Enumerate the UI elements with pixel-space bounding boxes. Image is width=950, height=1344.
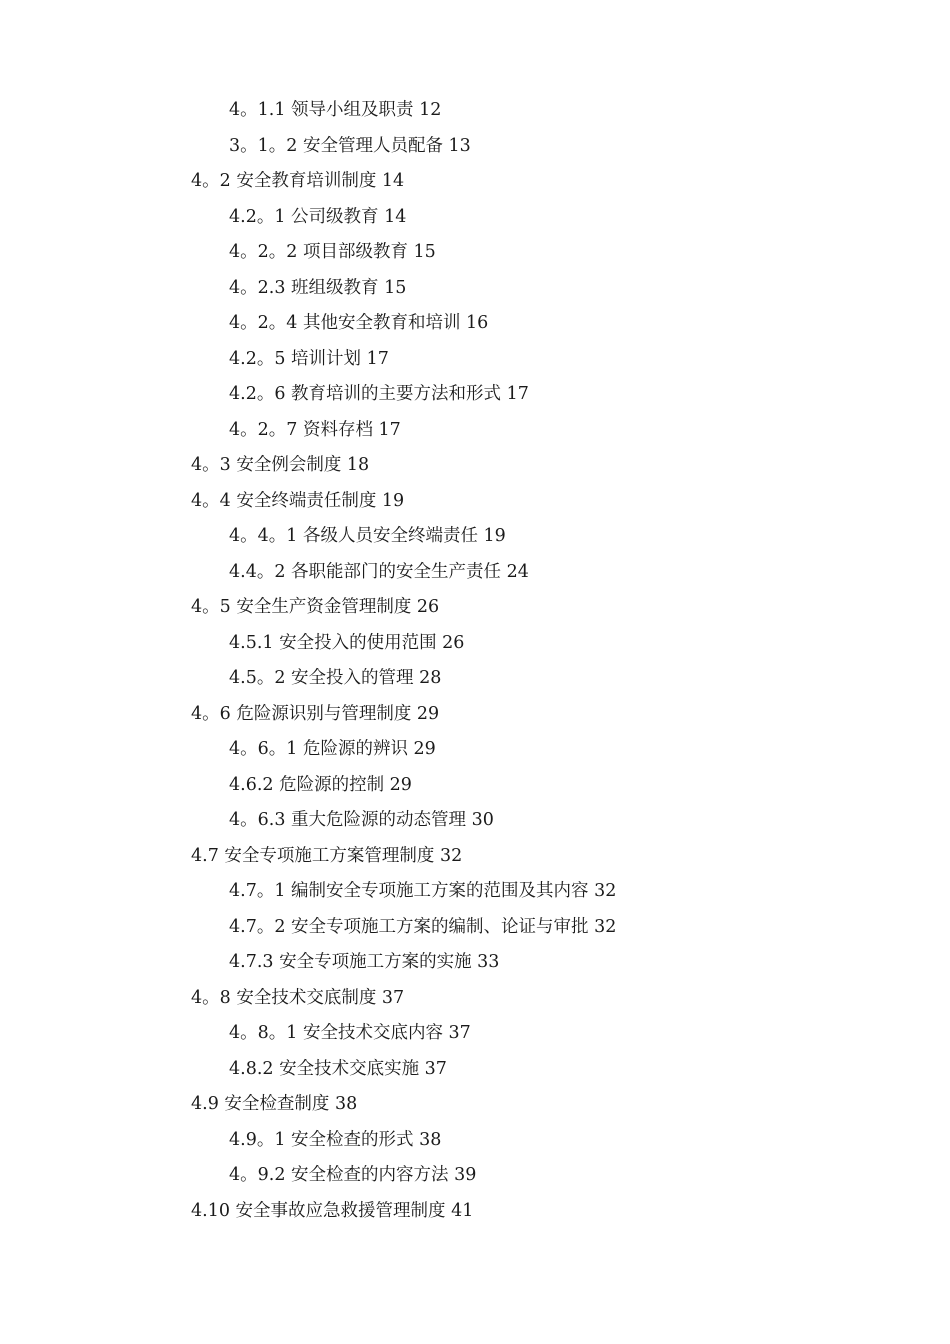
toc-entry-level-1: 4。4 安全终端责任制度 19 [191, 490, 405, 511]
toc-entry-level-2: 4。2.3 班组级教育 15 [229, 277, 407, 298]
toc-entry-level-2: 4。8。1 安全技术交底内容 37 [229, 1023, 471, 1043]
toc-entry-level-2: 4.5.1 安全投入的使用范围 26 [229, 632, 465, 653]
toc-entry-level-2: 4.5。2 安全投入的管理 28 [229, 668, 442, 688]
toc-entry-level-1: 4.9 安全检查制度 38 [191, 1094, 358, 1114]
toc-entry-level-2: 4.2。1 公司级教育 14 [229, 206, 407, 227]
toc-entry-level-1: 4。5 安全生产资金管理制度 26 [191, 597, 440, 617]
toc-entry-level-2: 4.4。2 各职能部门的安全生产责任 24 [229, 561, 529, 582]
toc-entry-level-2: 4。2。4 其他安全教育和培训 16 [229, 313, 489, 333]
toc-entry-level-2: 4.8.2 安全技术交底实施 37 [229, 1058, 447, 1079]
toc-entry-level-1: 4。3 安全例会制度 18 [191, 455, 370, 475]
toc-entry-level-2: 4。9.2 安全检查的内容方法 39 [229, 1165, 477, 1185]
toc-entry-level-2: 4.2。6 教育培训的主要方法和形式 17 [229, 384, 529, 404]
toc-entry-level-2: 4.7.3 安全专项施工方案的实施 33 [229, 952, 500, 972]
toc-entry-level-2: 4。1.1 领导小组及职责 12 [229, 100, 442, 120]
toc-entry-level-2: 4。2。7 资料存档 17 [229, 419, 401, 440]
toc-entry-level-2: 4。6.3 重大危险源的动态管理 30 [229, 810, 494, 830]
toc-entry-level-2: 3。1。2 安全管理人员配备 13 [229, 135, 471, 156]
toc-entry-level-2: 4。4。1 各级人员安全终端责任 19 [229, 526, 506, 546]
toc-entry-level-2: 4.9。1 安全检查的形式 38 [229, 1129, 442, 1150]
toc-entry-level-1: 4。6 危险源识别与管理制度 29 [191, 703, 440, 724]
toc-entry-level-2: 4.7。2 安全专项施工方案的编制、论证与审批 32 [229, 916, 617, 937]
toc-entry-level-2: 4。6。1 危险源的辨识 29 [229, 739, 436, 759]
toc-entry-level-2: 4.2。5 培训计划 17 [229, 348, 389, 369]
toc-entry-level-1: 4。2 安全教育培训制度 14 [191, 171, 405, 191]
toc-entry-level-2: 4.7。1 编制安全专项施工方案的范围及其内容 32 [229, 881, 617, 901]
toc-entry-level-2: 4.6.2 危险源的控制 29 [229, 774, 412, 795]
toc-entry-level-2: 4。2。2 项目部级教育 15 [229, 242, 436, 262]
toc-entry-level-1: 4.7 安全专项施工方案管理制度 32 [191, 845, 463, 866]
toc-entry-level-1: 4。8 安全技术交底制度 37 [191, 987, 405, 1008]
table-of-contents [0, 93, 950, 1229]
toc-entry-level-1: 4.10 安全事故应急救援管理制度 41 [191, 1200, 474, 1221]
